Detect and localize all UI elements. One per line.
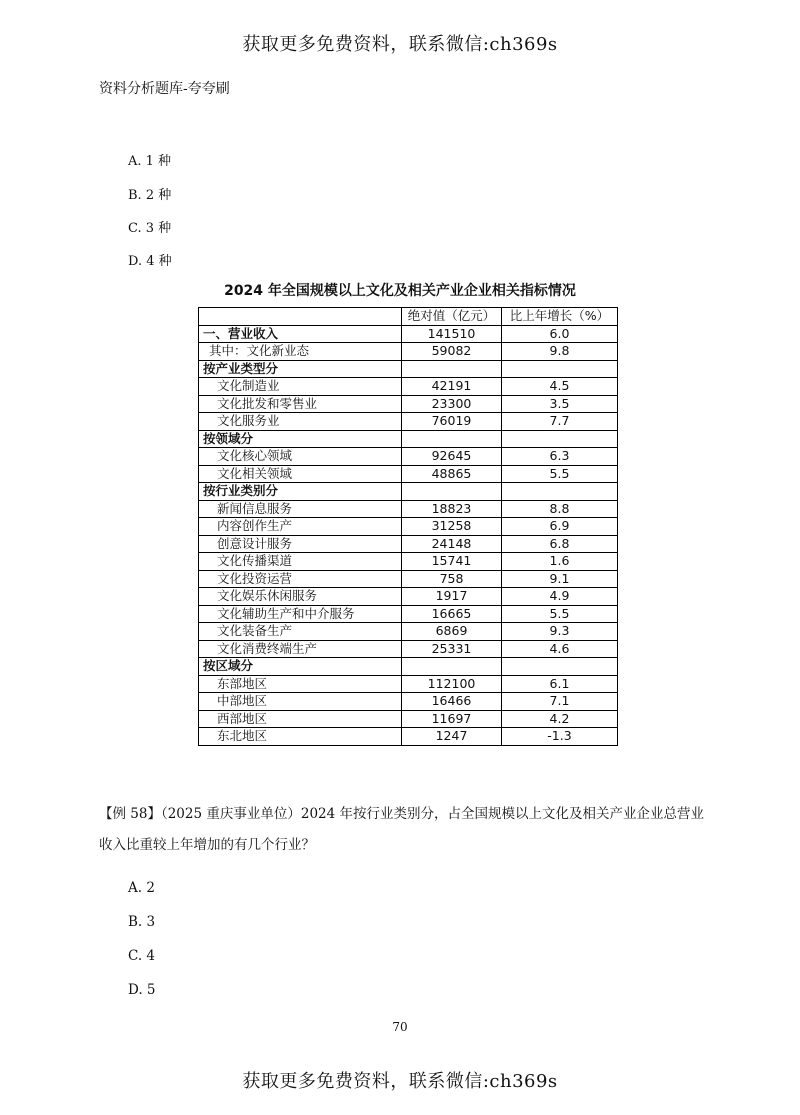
option-a: A. 2 [128, 880, 155, 896]
table-row [199, 500, 618, 518]
table-row [199, 588, 618, 606]
row-name: 文化消费终端生产 [199, 640, 402, 658]
row-value: 16665 [402, 605, 502, 623]
row-growth: 7.1 [502, 693, 618, 711]
row-growth: 5.5 [502, 605, 618, 623]
table-row [199, 343, 618, 361]
row-growth [502, 360, 618, 378]
row-name: 文化娱乐休闲服务 [199, 588, 402, 606]
option-d: D. 5 [128, 982, 156, 998]
row-name: 按行业类别分 [199, 483, 402, 501]
row-name: 创意设计服务 [199, 535, 402, 553]
row-value [402, 430, 502, 448]
row-value: 141510 [402, 325, 502, 343]
row-growth: 5.5 [502, 465, 618, 483]
table-row [199, 413, 618, 431]
row-name: 文化批发和零售业 [199, 395, 402, 413]
row-name: 文化辅助生产和中介服务 [199, 605, 402, 623]
table-row [199, 605, 618, 623]
prev-option-b: B. 2 种 [128, 188, 172, 203]
row-growth [502, 658, 618, 676]
row-value: 758 [402, 570, 502, 588]
row-growth: 4.9 [502, 588, 618, 606]
prev-option-c: C. 3 种 [128, 221, 172, 236]
table-row [199, 483, 618, 501]
table-row [199, 710, 618, 728]
row-value [402, 360, 502, 378]
table-row [199, 623, 618, 641]
row-value [402, 658, 502, 676]
table-row [199, 640, 618, 658]
table-row [199, 518, 618, 536]
table-row [199, 675, 618, 693]
row-growth: 3.5 [502, 395, 618, 413]
row-growth: 4.6 [502, 640, 618, 658]
row-name: 文化传播渠道 [199, 553, 402, 571]
indicator-table [198, 307, 618, 746]
row-growth: -1.3 [502, 728, 618, 746]
row-name: 东北地区 [199, 728, 402, 746]
row-value [402, 483, 502, 501]
table-row [199, 535, 618, 553]
row-value: 59082 [402, 343, 502, 361]
row-growth: 6.1 [502, 675, 618, 693]
row-growth: 9.3 [502, 623, 618, 641]
table-title: 2024 年全国规模以上文化及相关产业企业相关指标情况 [224, 283, 576, 299]
row-growth [502, 430, 618, 448]
option-c: C. 4 [128, 948, 156, 964]
row-value: 16466 [402, 693, 502, 711]
table-row [199, 395, 618, 413]
row-value: 15741 [402, 553, 502, 571]
top-banner: 获取更多免费资料，联系微信:ch369s [242, 34, 558, 55]
table-row [199, 570, 618, 588]
row-growth: 9.8 [502, 343, 618, 361]
row-growth: 7.7 [502, 413, 618, 431]
row-name: 一、营业收入 [199, 325, 402, 343]
row-value: 31258 [402, 518, 502, 536]
row-value: 18823 [402, 500, 502, 518]
row-value: 23300 [402, 395, 502, 413]
row-value: 11697 [402, 710, 502, 728]
table-row [199, 360, 618, 378]
table-row [199, 448, 618, 466]
row-value: 92645 [402, 448, 502, 466]
table-row [199, 658, 618, 676]
row-value: 1247 [402, 728, 502, 746]
row-value: 24148 [402, 535, 502, 553]
row-growth: 8.8 [502, 500, 618, 518]
table-row [199, 553, 618, 571]
row-growth: 1.6 [502, 553, 618, 571]
prev-option-a: A. 1 种 [128, 154, 172, 169]
row-name: 文化核心领域 [199, 448, 402, 466]
table-row [199, 378, 618, 396]
header-value: 绝对值（亿元） [402, 308, 502, 326]
row-value: 112100 [402, 675, 502, 693]
row-name: 中部地区 [199, 693, 402, 711]
row-value: 25331 [402, 640, 502, 658]
row-growth: 4.5 [502, 378, 618, 396]
row-name: 西部地区 [199, 710, 402, 728]
question-text: 【例 58】（2025 重庆事业单位）2024 年按行业类别分，占全国规模以上文化及相关产业企业总营业收入比重较上年增加的有几个行业？ [99, 806, 705, 853]
header-name [199, 308, 402, 326]
row-name: 按产业类型分 [199, 360, 402, 378]
row-value: 48865 [402, 465, 502, 483]
row-name: 按区域分 [199, 658, 402, 676]
table-row [199, 693, 618, 711]
row-growth: 6.8 [502, 535, 618, 553]
row-growth: 6.0 [502, 325, 618, 343]
question-block [99, 799, 709, 1007]
table-row [199, 728, 618, 746]
row-value: 1917 [402, 588, 502, 606]
row-value: 42191 [402, 378, 502, 396]
row-growth: 9.1 [502, 570, 618, 588]
row-growth: 6.9 [502, 518, 618, 536]
row-name: 文化相关领域 [199, 465, 402, 483]
page-number: 70 [392, 1020, 408, 1034]
table-row [199, 430, 618, 448]
row-name: 其中：文化新业态 [199, 343, 402, 361]
table-header-row [199, 308, 618, 326]
row-growth: 4.2 [502, 710, 618, 728]
row-name: 文化装备生产 [199, 623, 402, 641]
table-row [199, 325, 618, 343]
prev-option-d: D. 4 种 [128, 254, 172, 269]
row-name: 文化制造业 [199, 378, 402, 396]
row-growth [502, 483, 618, 501]
row-name: 文化服务业 [199, 413, 402, 431]
row-name: 按领域分 [199, 430, 402, 448]
row-value: 76019 [402, 413, 502, 431]
option-b: B. 3 [128, 914, 156, 930]
row-name: 文化投资运营 [199, 570, 402, 588]
document-header: 资料分析题库-夸夸刷 [99, 81, 230, 97]
table-row [199, 465, 618, 483]
row-name: 新闻信息服务 [199, 500, 402, 518]
header-growth: 比上年增长（%） [502, 308, 618, 326]
row-name: 内容创作生产 [199, 518, 402, 536]
row-growth: 6.3 [502, 448, 618, 466]
row-value: 6869 [402, 623, 502, 641]
row-name: 东部地区 [199, 675, 402, 693]
bottom-banner: 获取更多免费资料，联系微信:ch369s [242, 1071, 558, 1092]
